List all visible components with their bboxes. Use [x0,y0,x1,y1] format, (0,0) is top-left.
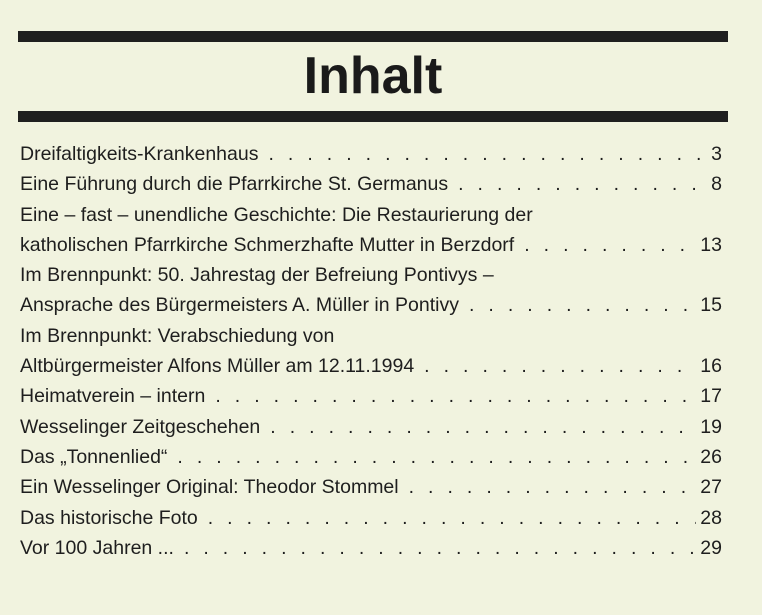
toc-entry-line [20,533,722,563]
toc-entry[interactable] [20,169,722,199]
toc-entry-page: 16 [700,355,722,378]
top-rule [18,31,728,42]
table-of-contents [20,139,722,563]
toc-entry-title: Wesselinger Zeitgeschehen [20,415,261,438]
toc-entry-title: Ansprache des Bürgermeisters A. Müller in Pontivy [20,294,459,317]
toc-entry-line [20,412,722,442]
toc-entry[interactable] [20,260,722,321]
toc-entry[interactable] [20,442,722,472]
toc-entry[interactable] [20,321,722,382]
toc-entry[interactable] [20,412,722,442]
toc-entry-title: Dreifaltigkeits-Krankenhaus [20,143,259,165]
toc-entry-title: katholischen Pfarrkirche Schmerzhafte Mutter in Berzdorf [20,233,515,256]
toc-entry-line [20,290,722,320]
toc-entry-title: Altbürgermeister Alfons Müller am 12.11.1994 [20,355,415,378]
toc-entry[interactable] [20,381,722,411]
toc-entry-line [20,381,722,411]
toc-entry-line [20,503,722,533]
dot-leader [424,351,696,381]
toc-entry-line [20,169,722,199]
page-title: Inhalt [303,47,443,105]
dot-leader [458,169,707,199]
toc-entry-page: 13 [700,233,722,256]
dot-leader [524,230,696,260]
toc-entry[interactable] [20,533,722,563]
toc-entry-page: 17 [700,385,722,408]
toc-entry-title: Eine Führung durch die Pfarrkirche St. Germanus [20,173,449,196]
toc-entry-line [20,472,722,502]
toc-entry-page: 15 [700,294,722,317]
toc-entry-page: 29 [700,536,722,559]
dot-leader [469,290,696,320]
toc-entry-line [20,442,722,472]
toc-entry-title: Das historische Foto [20,506,198,529]
toc-entry-title-line: Im Brennpunkt: 50. Jahrestag der Befreiung Pontivys – [20,264,494,287]
toc-entry-line [20,139,722,169]
dot-leader [268,139,707,169]
toc-entry-title-line: Im Brennpunkt: Verabschiedung von [20,324,335,347]
toc-entry-title: Heimatverein – intern [20,385,206,408]
dot-leader [184,533,696,563]
bottom-rule [18,111,728,122]
toc-entry-page: 8 [711,173,722,196]
toc-entry-title: Ein Wesselinger Original: Theodor Stommel [20,476,399,499]
dot-leader [409,472,697,502]
dot-leader [208,503,697,533]
toc-entry-title: Das „Tonnenlied“ [20,445,168,468]
toc-entry[interactable] [20,472,722,502]
toc-entry-page: 28 [700,506,722,529]
toc-entry-title-line: Eine – fast – unendliche Geschichte: Die Restaurierung der [20,203,533,226]
toc-entry-title: Vor 100 Jahren ... [20,536,174,559]
toc-entry[interactable] [20,200,722,261]
toc-entry-line [20,230,722,260]
toc-entry-page: 19 [700,415,722,438]
toc-entry-page: 26 [700,445,722,468]
toc-entry[interactable] [20,139,722,169]
dot-leader [215,381,696,411]
dot-leader [177,442,696,472]
toc-entry-page: 3 [711,143,722,165]
toc-entry[interactable] [20,503,722,533]
dot-leader [270,412,696,442]
toc-entry-page: 27 [700,476,722,499]
toc-entry-line [20,351,722,381]
